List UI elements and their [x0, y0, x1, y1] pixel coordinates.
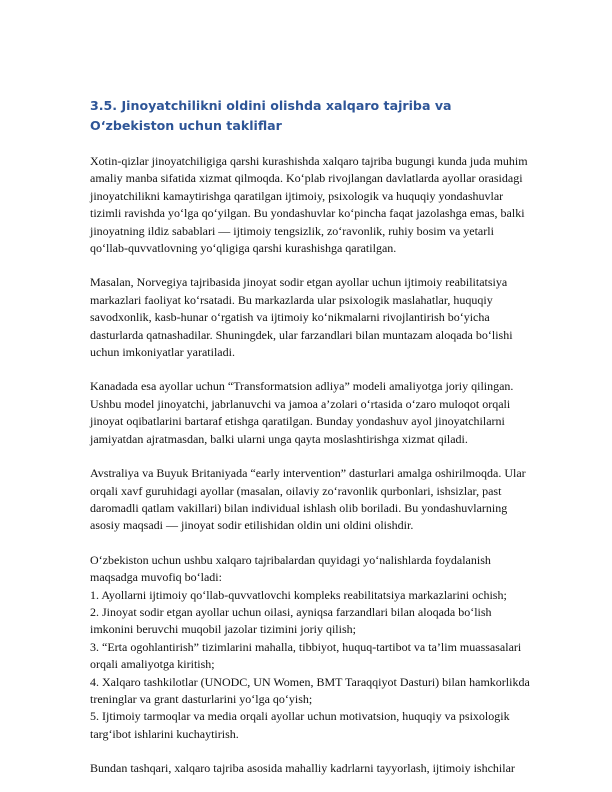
proposal-item: 4. Xalqaro tashkilotlar (UNODC, UN Women, BMT Taraqqiyot Dasturi) bilan hamkorlikda treninglar va grant dasturlarini yo‘lga qo‘yish;: [90, 674, 530, 706]
proposal-item: 3. “Erta ogohlantirish” tizimlarini mahalla, tibbiyot, huquq-tartibot va ta’lim muassasalari orqali amaliyotga kiritish;: [90, 639, 522, 672]
paragraph-canada: Kanadada esa ayollar uchun “Transformatsion adliya” modeli amaliyotga joriy qilingan. Ushbu model jinoyatchi, jabrlanuvchi va jamoa a’zolari o‘rtasida o‘zaro muloqot orqali jinoyat oqibatlarini bartaraf etishga qaratilgan. Bunday yondashuv ayol jinoyatchilarni jamiyatdan ajratmasdan, balki ularni unga qayta moslashtirishga xizmat qiladi.: [90, 379, 514, 446]
proposals-list: [90, 587, 534, 744]
proposal-item: 1. Ayollarni ijtimoiy qo‘llab-quvvatlovchi kompleks reabilitatsiya markazlarini ochish;: [90, 587, 507, 602]
paragraph-norway: Masalan, Norvegiya tajribasida jinoyat sodir etgan ayollar uchun ijtimoiy reabilitatsiya markazlari faoliyat ko‘rsatadi. Bu markazlarda ular psixologik maslahatlar, huquqiy savodxonlik, kasb-hunar o‘rgatish va ijtimoiy ko‘nikmalarni rivojlantirish bo‘yicha dasturlarda qatnashadilar. Shuningdek, ular farzandlari bilan muntazam aloqada bo‘lishi uchun imkoniyatlar yaratiladi.: [90, 275, 513, 360]
proposal-item: 2. Jinoyat sodir etgan ayollar uchun oilasi, ayniqsa farzandlari bilan aloqada bo‘lish imkonini beruvchi muqobil jazolar tizimini joriy qilish;: [90, 604, 492, 637]
proposal-item: 5. Ijtimoiy tarmoqlar va media orqali ayollar uchun motivatsion, huquqiy va psixologik targ‘ibot ishlarini kuchaytirish.: [90, 709, 510, 741]
body-text: [90, 153, 534, 778]
paragraph-australia-uk: Avstraliya va Buyuk Britaniyada “early intervention” dasturlari amalga oshirilmoqda. Ular orqali xavf guruhidagi ayollar (masalan, oilaviy zo‘ravonlik qurbonlari, ishsizlar, past daromadli qatlam vakillari) bilan individual ishlash olib boriladi. Bu yondashuvlarning asosiy maqsadi — jinoyat sodir etilishidan oldin uni oldini olishdir.: [90, 466, 526, 533]
paragraph-intro: Xotin-qizlar jinoyatchiligiga qarshi kurashishda xalqaro tajriba bugungi kunda juda muhim amaliy manba sifatida xizmat qilmoqda. Ko‘plab rivojlangan davlatlarda ayollar orasidagi jinoyatchilikni kamaytirishga qaratilgan ijtimoiy, psixologik va huquqiy yondashuvlar tizimli ravishda yo‘lga qo‘yilgan. Bu yondashuvlar ko‘pincha faqat jazolashga emas, balki jinoyatning ildiz sabablari — ijtimoiy tengsizlik, zo‘ravonlik, ruhiy bosim va yetarli qo‘llab-quvvatlovning yo‘qligiga qarshi kurashishga qaratilgan.: [90, 154, 528, 256]
paragraph-closing: Bundan tashqari, xalqaro tajriba asosida mahalliy kadrlarni tayyorlash, ijtimoiy ishchilar: [90, 761, 515, 776]
section-heading: 3.5. Jinoyatchilikni oldini olishda xalqaro tajriba va O‘zbekiston uchun takliflar: [90, 98, 452, 133]
proposals-intro: O‘zbekiston uchun ushbu xalqaro tajribalardan quyidagi yo‘nalishlarda foydalanish maqsadga muvofiq bo‘ladi:: [90, 552, 491, 585]
